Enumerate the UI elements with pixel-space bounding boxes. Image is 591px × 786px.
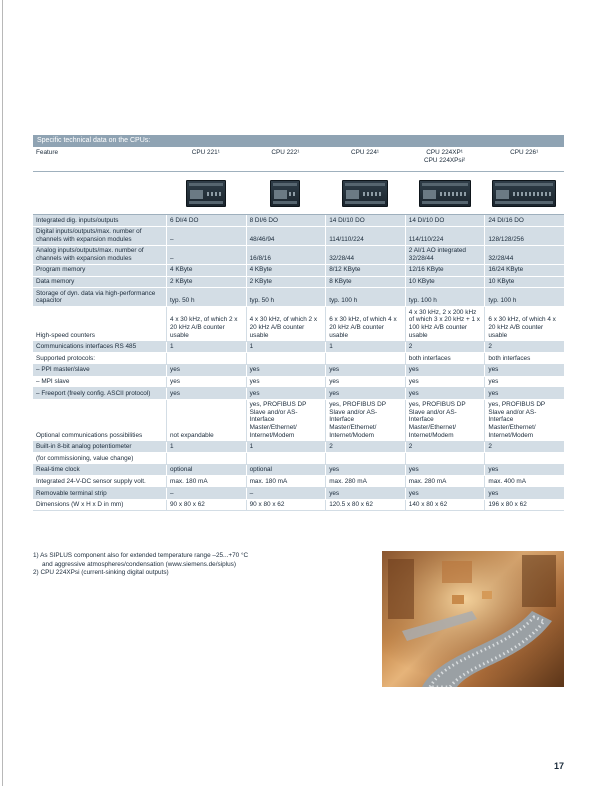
row-value-cell: yes, PROFIBUS DP Slave and/or AS-Interface Master/Ethernet/ Internet/Modem xyxy=(325,400,405,441)
column-header-row xyxy=(33,147,564,172)
row-value-cell: 2 xyxy=(484,342,564,353)
row-value-cell: 1 xyxy=(325,342,405,353)
page-number: 17 xyxy=(554,761,565,771)
row-value-cell: max. 280 mA xyxy=(405,476,485,487)
row-value-cell: 1 xyxy=(166,342,246,353)
row-value-cell: yes xyxy=(405,488,485,499)
row-value-cell xyxy=(166,353,246,364)
row-value-cell: typ. 100 h xyxy=(484,288,564,306)
row-value-cell: 8/12 KByte xyxy=(325,265,405,276)
table-row xyxy=(33,277,564,289)
spec-rows xyxy=(33,215,564,511)
row-feature-label: Integrated 24-V-DC sensor supply volt. xyxy=(36,477,146,485)
row-value-cell: – xyxy=(166,488,246,499)
row-value-cell: yes xyxy=(484,488,564,499)
row-value-cell: 90 x 80 x 62 xyxy=(246,500,326,511)
row-value-cell: 10 KByte xyxy=(405,277,485,288)
row-value-cell: 24 DI/16 DO xyxy=(484,215,564,226)
row-value-cell: typ. 50 h xyxy=(166,288,246,306)
row-value-cell: 2 xyxy=(484,442,564,453)
row-feature-label: – PPI master/slave xyxy=(36,366,90,374)
row-value-cell: optional xyxy=(246,465,326,476)
row-value-cell xyxy=(166,453,246,464)
row-value-cell: typ. 100 h xyxy=(405,288,485,306)
row-value-cell: yes xyxy=(405,377,485,388)
row-value-cell: 32/28/44 xyxy=(325,246,405,264)
row-value-cell: 6 x 30 kHz, of which 4 x 20 kHz A/B counter usable xyxy=(484,307,564,340)
row-feature-label: Dimensions (W x H x D in mm) xyxy=(36,501,124,509)
cpu-221-column-header xyxy=(166,147,246,171)
table-row xyxy=(33,377,564,389)
table-row xyxy=(33,215,564,227)
table-row xyxy=(33,453,564,465)
conveyor-belt-photo xyxy=(382,551,564,687)
row-value-cell xyxy=(484,453,564,464)
row-value-cell: 48/46/94 xyxy=(246,227,326,245)
cpu-224-module-image xyxy=(342,180,388,207)
row-value-cell: 14 DI/10 DO xyxy=(405,215,485,226)
footnote-2: 2) CPU 224XPsi (current-sinking digital outputs) xyxy=(33,569,169,576)
row-feature-label: Supported protocols: xyxy=(36,354,95,362)
row-feature-label: Storage of dyn. data via high-performance capacitor xyxy=(36,289,156,305)
footnotes xyxy=(33,552,248,578)
row-feature-label: Communications interfaces RS 485 xyxy=(36,343,137,351)
row-value-cell: 1 xyxy=(166,442,246,453)
row-value-cell: max. 280 mA xyxy=(325,476,405,487)
row-feature-label: – Freeport (freely config. ASCII protocol) xyxy=(36,389,151,397)
row-feature-label: High-speed counters xyxy=(36,331,95,339)
table-row xyxy=(33,365,564,377)
table-row xyxy=(33,246,564,265)
row-value-cell: yes xyxy=(484,465,564,476)
cpu-image-row xyxy=(33,172,564,215)
cpu-224xp-label: CPU 224XP¹ xyxy=(426,149,463,156)
feature-column-header: Feature xyxy=(36,149,59,156)
row-value-cell: 16/8/16 xyxy=(246,246,326,264)
table-row xyxy=(33,465,564,477)
row-value-cell: yes, PROFIBUS DP Slave and/or AS-Interface Master/Ethernet/ Internet/Modem xyxy=(405,400,485,441)
row-feature-label: Digital inputs/outputs/max. number of channels with expansion modules xyxy=(36,228,142,243)
row-value-cell: 4 x 30 kHz, of which 2 x 20 kHz A/B counter usable xyxy=(246,307,326,340)
row-feature-label: Real-time clock xyxy=(36,466,80,474)
cpu-226-module-image xyxy=(492,180,556,207)
row-feature-label: Program memory xyxy=(36,266,86,274)
row-feature-label: – MPI slave xyxy=(36,378,70,385)
row-value-cell: 114/110/224 xyxy=(405,227,485,245)
cpu-224xp-column-header xyxy=(405,147,485,171)
table-row xyxy=(33,265,564,277)
table-row xyxy=(33,227,564,246)
row-value-cell: yes xyxy=(484,377,564,388)
row-value-cell: not expandable xyxy=(166,400,246,441)
row-value-cell: yes xyxy=(166,365,246,376)
row-value-cell: 2 xyxy=(325,442,405,453)
row-feature-label: Data memory xyxy=(36,278,75,286)
row-value-cell: yes xyxy=(325,465,405,476)
row-value-cell: optional xyxy=(166,465,246,476)
row-value-cell xyxy=(246,453,326,464)
conveyor-illustration xyxy=(382,551,564,687)
table-row xyxy=(33,342,564,354)
row-value-cell: yes xyxy=(405,388,485,399)
cpu-221-label: CPU 221¹ xyxy=(191,149,220,156)
table-row xyxy=(33,307,564,341)
cpu-224-label: CPU 224¹ xyxy=(350,149,380,156)
row-value-cell: yes xyxy=(484,388,564,399)
row-value-cell: yes xyxy=(325,377,405,388)
cpu-222-label: CPU 222¹ xyxy=(271,149,300,156)
cpu-224-column-header xyxy=(325,147,405,171)
row-value-cell: both interfaces xyxy=(484,353,564,364)
row-feature-label: Built-in 8-bit analog potentiometer xyxy=(36,443,132,451)
row-value-cell: 2 KByte xyxy=(166,277,246,288)
cpu-222-column-header xyxy=(246,147,326,171)
row-value-cell: 8 KByte xyxy=(325,277,405,288)
row-value-cell xyxy=(246,353,326,364)
row-value-cell: yes xyxy=(246,388,326,399)
row-value-cell: yes xyxy=(166,388,246,399)
footnote-1-continued: and aggressive atmospheres/condensation (www.siemens.de/siplus) xyxy=(42,560,236,568)
row-value-cell: yes xyxy=(405,465,485,476)
row-value-cell: 10 KByte xyxy=(484,277,564,288)
row-value-cell: yes xyxy=(405,365,485,376)
row-value-cell: yes xyxy=(325,365,405,376)
row-value-cell: yes xyxy=(325,388,405,399)
row-value-cell: 32/28/44 xyxy=(484,246,564,264)
row-value-cell: max. 180 mA xyxy=(246,476,326,487)
row-value-cell: yes xyxy=(325,488,405,499)
page-margin-rule xyxy=(2,0,3,786)
row-value-cell: 4 KByte xyxy=(246,265,326,276)
row-value-cell: 120.5 x 80 x 62 xyxy=(325,500,405,511)
table-row xyxy=(33,288,564,307)
cpu-221-module-image xyxy=(186,180,226,207)
row-value-cell: – xyxy=(246,488,326,499)
row-value-cell: 4 KByte xyxy=(166,265,246,276)
row-value-cell xyxy=(325,453,405,464)
row-value-cell: 4 x 30 kHz, of which 2 x 20 kHz A/B counter usable xyxy=(166,307,246,340)
row-value-cell xyxy=(405,453,485,464)
row-value-cell: 2 xyxy=(405,442,485,453)
row-value-cell: 12/16 KByte xyxy=(405,265,485,276)
row-value-cell: typ. 50 h xyxy=(246,288,326,306)
row-value-cell: 140 x 80 x 62 xyxy=(405,500,485,511)
table-row xyxy=(33,488,564,500)
row-feature-label: Integrated dig. inputs/outputs xyxy=(36,216,119,224)
footnote-1: 1) As SIPLUS component also for extended temperature range –25...+70 °C xyxy=(33,552,249,559)
row-value-cell: max. 180 mA xyxy=(166,476,246,487)
row-value-cell: 2 AI/1 AO integrated 32/28/44 xyxy=(405,246,485,264)
row-value-cell: typ. 100 h xyxy=(325,288,405,306)
row-feature-label: (for commissioning, value change) xyxy=(36,454,134,462)
row-value-cell: yes xyxy=(484,365,564,376)
cpu-226-column-header xyxy=(484,147,564,171)
row-value-cell: – xyxy=(166,246,246,264)
row-value-cell: max. 400 mA xyxy=(484,476,564,487)
row-value-cell: yes xyxy=(246,365,326,376)
row-value-cell: 196 x 80 x 62 xyxy=(484,500,564,511)
row-value-cell: 1 xyxy=(246,342,326,353)
cpu-222-module-image xyxy=(270,180,300,207)
row-value-cell: yes, PROFIBUS DP Slave and/or AS-Interface Master/Ethernet/ Internet/Modem xyxy=(246,400,326,441)
table-row xyxy=(33,442,564,454)
row-value-cell: 16/24 KByte xyxy=(484,265,564,276)
row-value-cell: 90 x 80 x 62 xyxy=(166,500,246,511)
row-value-cell: 2 KByte xyxy=(246,277,326,288)
table-row xyxy=(33,476,564,488)
table-row xyxy=(33,400,564,442)
row-value-cell: yes xyxy=(166,377,246,388)
row-value-cell: 4 x 30 kHz, 2 x 200 kHz of which 3 x 20 kHz + 1 x 100 kHz A/B counter usable xyxy=(405,307,485,340)
cpu-spec-table xyxy=(33,135,564,511)
cpu-226-label: CPU 226¹ xyxy=(510,149,539,156)
row-feature-label: Optional communications possibilities xyxy=(36,431,143,439)
row-value-cell: both interfaces xyxy=(405,353,485,364)
table-row xyxy=(33,500,564,512)
row-value-cell: – xyxy=(166,227,246,245)
row-value-cell: 6 DI/4 DO xyxy=(166,215,246,226)
row-value-cell: 8 DI/6 DO xyxy=(246,215,326,226)
table-row xyxy=(33,353,564,365)
row-value-cell: 128/128/256 xyxy=(484,227,564,245)
row-value-cell: 6 x 30 kHz, of which 4 x 20 kHz A/B counter usable xyxy=(325,307,405,340)
row-value-cell: 2 xyxy=(405,342,485,353)
row-value-cell xyxy=(325,353,405,364)
row-value-cell: 14 DI/10 DO xyxy=(325,215,405,226)
cpu-224xpsi-label: CPU 224XPsi² xyxy=(423,157,466,164)
table-row xyxy=(33,388,564,400)
row-value-cell: yes xyxy=(246,377,326,388)
row-feature-label: Analog inputs/outputs/max. number of channels with expansion modules xyxy=(36,247,144,262)
row-feature-label: Removable terminal strip xyxy=(36,489,107,497)
row-value-cell: 114/110/224 xyxy=(325,227,405,245)
row-value-cell: yes, PROFIBUS DP Slave and/or AS-Interface Master/Ethernet/ Internet/Modem xyxy=(484,400,564,441)
table-header-bar: Specific technical data on the CPUs: xyxy=(33,135,564,147)
row-value-cell: 1 xyxy=(246,442,326,453)
cpu-224xp-module-image xyxy=(419,180,471,207)
